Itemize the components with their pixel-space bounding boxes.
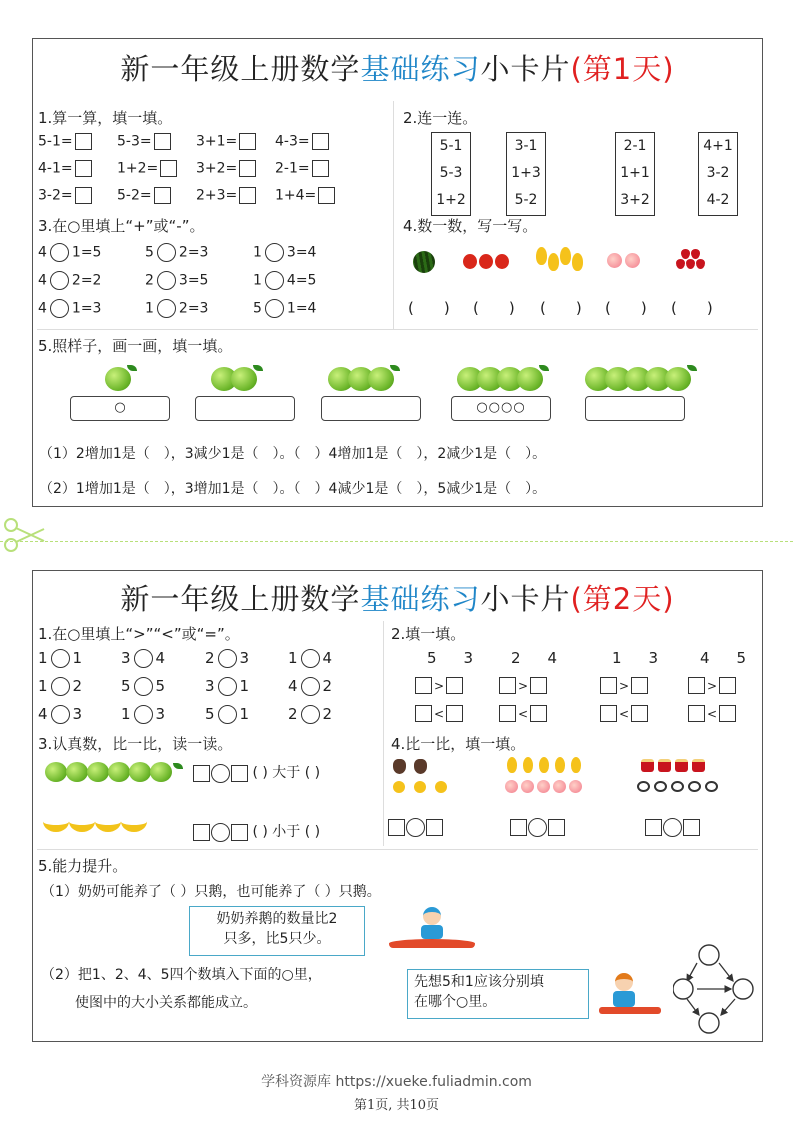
diagram-circle-bottom bbox=[699, 1013, 719, 1033]
operand: 1 bbox=[72, 649, 83, 667]
pear-icon bbox=[555, 757, 565, 773]
number-pair bbox=[427, 649, 474, 667]
strawberry-icon bbox=[681, 249, 690, 259]
number: 4 bbox=[700, 649, 711, 667]
sign-circle[interactable] bbox=[50, 243, 69, 262]
ability-q1: （1）奶奶可能养了（ ）只鹅，也可能养了（ ）只鹅。 bbox=[41, 884, 381, 900]
fill-box[interactable] bbox=[446, 677, 463, 694]
sign-circle[interactable] bbox=[157, 299, 176, 318]
diagram-circle-right bbox=[733, 979, 753, 999]
match-item[interactable]: 3-2 bbox=[706, 165, 730, 181]
banana-icon bbox=[43, 811, 69, 832]
fill-box[interactable] bbox=[446, 705, 463, 722]
match-column bbox=[506, 132, 546, 216]
answer-box[interactable] bbox=[239, 133, 256, 150]
operand: 1 bbox=[239, 677, 250, 695]
operand: 4 bbox=[288, 677, 298, 695]
day1-title: 新一年级上册数学基础练习小卡片(第1天) bbox=[120, 52, 675, 86]
answer-box[interactable] bbox=[321, 396, 421, 421]
leaf-icon bbox=[253, 365, 263, 371]
strawberry-icon bbox=[696, 259, 705, 269]
compare-circle[interactable] bbox=[134, 677, 153, 696]
diagram-circle-top bbox=[699, 945, 719, 965]
chick-icon bbox=[435, 781, 447, 793]
diagram-circle-left bbox=[673, 979, 693, 999]
equation bbox=[196, 160, 256, 177]
ability-q2-line2: 使图中的大小关系都能成立。 bbox=[75, 995, 257, 1011]
red-apple-icon bbox=[495, 254, 509, 269]
banana-icon bbox=[95, 811, 121, 832]
equation-text: 1+4= bbox=[275, 187, 317, 204]
fill-box[interactable] bbox=[530, 677, 547, 694]
equation bbox=[117, 133, 171, 150]
match-item[interactable]: 3+2 bbox=[620, 192, 650, 208]
match-item[interactable]: 1+2 bbox=[436, 192, 466, 208]
operand: 1=3 bbox=[71, 300, 102, 317]
pear-icon bbox=[536, 247, 547, 265]
peach-icon bbox=[521, 780, 534, 793]
green-apple-icon bbox=[87, 762, 109, 782]
fill-box[interactable] bbox=[415, 705, 432, 722]
operand: 3=5 bbox=[178, 272, 209, 289]
sign-circle[interactable] bbox=[265, 243, 284, 262]
sign-equation bbox=[145, 243, 208, 262]
green-apple-icon bbox=[45, 762, 67, 782]
answer-box[interactable] bbox=[154, 133, 171, 150]
match-item[interactable]: 4-2 bbox=[706, 192, 730, 208]
panda-icon bbox=[705, 781, 718, 792]
compare-item bbox=[205, 677, 249, 696]
sign-equation bbox=[253, 271, 316, 290]
compare-circle[interactable] bbox=[51, 649, 70, 668]
green-apple-icon bbox=[105, 367, 131, 391]
fill-box[interactable] bbox=[688, 705, 705, 722]
day2-card bbox=[32, 570, 763, 1042]
green-apple-icon bbox=[150, 762, 172, 782]
sign-circle[interactable] bbox=[50, 271, 69, 290]
pear-icon bbox=[572, 253, 583, 271]
answer-box[interactable] bbox=[239, 160, 256, 177]
divider-horizontal bbox=[37, 329, 758, 330]
section2-title: 2.填一填。 bbox=[391, 625, 466, 643]
operand: 4 bbox=[38, 705, 48, 723]
match-item[interactable]: 4+1 bbox=[703, 138, 733, 154]
bag-icon bbox=[641, 759, 654, 772]
fill-box[interactable] bbox=[631, 677, 648, 694]
divider-horizontal bbox=[37, 849, 758, 850]
pear-icon bbox=[548, 253, 559, 271]
operand: 3 bbox=[205, 677, 215, 695]
equation-text: 2-1= bbox=[275, 160, 310, 177]
answer-paren[interactable]: ( ) bbox=[473, 299, 515, 317]
operand: 1 bbox=[239, 705, 250, 723]
number: 5 bbox=[736, 649, 748, 667]
green-apple-icon bbox=[129, 762, 151, 782]
number: 3 bbox=[648, 649, 660, 667]
fill-row bbox=[415, 677, 463, 694]
sign-label: > bbox=[707, 678, 718, 693]
banana-icon bbox=[121, 811, 147, 832]
operand: 1 bbox=[253, 244, 262, 261]
compare-boxes bbox=[388, 818, 443, 837]
operand: 2 bbox=[322, 677, 333, 695]
section2-title: 2.连一连。 bbox=[403, 109, 478, 127]
operand: 1 bbox=[288, 649, 298, 667]
compare-item bbox=[288, 649, 332, 668]
leaf-icon bbox=[390, 365, 400, 371]
answer-box-example: ○ bbox=[70, 396, 170, 421]
match-column bbox=[431, 132, 471, 216]
compare-item bbox=[288, 677, 332, 696]
compare-circle[interactable] bbox=[218, 705, 237, 724]
peach-icon bbox=[505, 780, 518, 793]
answer-box-example: ○○○○ bbox=[451, 396, 551, 421]
answer-paren[interactable]: ( ) bbox=[605, 299, 647, 317]
fill-row bbox=[688, 677, 736, 694]
answer-box[interactable] bbox=[75, 133, 92, 150]
panda-icon bbox=[688, 781, 701, 792]
green-apple-icon bbox=[368, 367, 394, 391]
answer-box[interactable] bbox=[239, 187, 256, 204]
leaf-icon bbox=[173, 763, 183, 769]
fill-box[interactable] bbox=[719, 677, 736, 694]
pear-icon bbox=[560, 247, 571, 265]
answer-box[interactable] bbox=[312, 133, 329, 150]
operand: 2=2 bbox=[71, 272, 102, 289]
chick-icon bbox=[393, 781, 405, 793]
operand: 3 bbox=[239, 649, 250, 667]
sign-circle[interactable] bbox=[50, 299, 69, 318]
fill-box[interactable] bbox=[499, 677, 516, 694]
red-apple-icon bbox=[479, 254, 493, 269]
sign-label: > bbox=[518, 678, 529, 693]
operand: 1 bbox=[253, 272, 262, 289]
answer-paren[interactable]: ( ) bbox=[671, 299, 713, 317]
pear-icon bbox=[539, 757, 549, 773]
equation-text: 3+1= bbox=[196, 133, 238, 150]
operand: 3 bbox=[155, 705, 166, 723]
fill-box[interactable] bbox=[719, 705, 736, 722]
equation-text: 5-3= bbox=[117, 133, 152, 150]
equation bbox=[196, 133, 256, 150]
answer-box[interactable] bbox=[195, 396, 295, 421]
equation bbox=[275, 133, 329, 150]
operand: 1 bbox=[121, 705, 131, 723]
operand: 4 bbox=[38, 300, 47, 317]
answer-box[interactable] bbox=[318, 187, 335, 204]
leaf-icon bbox=[539, 365, 549, 371]
compare-boxes bbox=[510, 818, 565, 837]
fill-row bbox=[688, 705, 736, 722]
equation bbox=[275, 160, 329, 177]
sign-equation bbox=[38, 299, 101, 318]
answer-box[interactable] bbox=[312, 160, 329, 177]
sign-equation bbox=[38, 271, 101, 290]
compare-circle[interactable] bbox=[301, 677, 320, 696]
red-apple-icon bbox=[463, 254, 477, 269]
hint-bubble-2: 先想5和1应该分别填 在哪个○里。 bbox=[407, 969, 589, 1019]
match-item[interactable]: 5-3 bbox=[439, 165, 463, 181]
equation bbox=[196, 187, 256, 204]
match-item[interactable]: 1+1 bbox=[620, 165, 650, 181]
match-item[interactable]: 5-1 bbox=[439, 138, 463, 154]
owl-icon bbox=[393, 759, 406, 774]
sign-circle[interactable] bbox=[157, 271, 176, 290]
peach-icon bbox=[625, 253, 640, 268]
bag-icon bbox=[675, 759, 688, 772]
panda-icon bbox=[654, 781, 667, 792]
equation bbox=[117, 187, 171, 204]
sign-equation bbox=[38, 243, 101, 262]
divider-vertical bbox=[383, 621, 384, 846]
match-item[interactable]: 2-1 bbox=[623, 138, 647, 154]
fill-box[interactable] bbox=[415, 677, 432, 694]
operand: 5 bbox=[121, 677, 131, 695]
strawberry-icon bbox=[676, 259, 685, 269]
fill-box[interactable] bbox=[688, 677, 705, 694]
question-2: （2）1增加1是（ ），3增加1是（ ）。（ ）4减少1是（ ），5减少1是（ ）。 bbox=[39, 481, 547, 497]
green-apple-icon bbox=[108, 762, 130, 782]
operand: 2 bbox=[288, 705, 298, 723]
compare-boxes bbox=[645, 818, 700, 837]
fill-box[interactable] bbox=[600, 705, 617, 722]
answer-box[interactable] bbox=[160, 160, 177, 177]
answer-box[interactable] bbox=[154, 187, 171, 204]
operand: 5 bbox=[155, 677, 166, 695]
match-item[interactable]: 1+3 bbox=[511, 165, 541, 181]
number: 2 bbox=[511, 649, 522, 667]
equation-text: 5-1= bbox=[38, 133, 73, 150]
pear-icon bbox=[523, 757, 533, 773]
answer-box[interactable] bbox=[75, 160, 92, 177]
fill-row bbox=[600, 705, 648, 722]
green-apple-icon bbox=[517, 367, 543, 391]
sign-equation bbox=[253, 299, 316, 318]
sign-label: > bbox=[434, 678, 445, 693]
scissors-icon bbox=[2, 515, 48, 555]
operand: 4 bbox=[322, 649, 333, 667]
hint-bubble-1: 奶奶养鹅的数量比2 只多，比5只少。 bbox=[189, 906, 365, 956]
bag-icon bbox=[658, 759, 671, 772]
number-pair bbox=[700, 649, 747, 667]
equation-text: 4-1= bbox=[38, 160, 73, 177]
operand: 3 bbox=[72, 705, 83, 723]
match-column bbox=[615, 132, 655, 216]
operand: 2 bbox=[322, 705, 333, 723]
footer-source: 学科资源库 https://xueke.fuliadmin.com bbox=[261, 1074, 532, 1090]
equation bbox=[38, 160, 92, 177]
bag-icon bbox=[692, 759, 705, 772]
fill-row bbox=[600, 677, 648, 694]
divider-vertical bbox=[393, 101, 394, 329]
section1-title: 1.在○里填上“>”“<”或“=”。 bbox=[38, 625, 240, 643]
operand: 2 bbox=[72, 677, 83, 695]
operand: 2=3 bbox=[178, 300, 209, 317]
operand: 1=5 bbox=[71, 244, 102, 261]
owl-icon bbox=[414, 759, 427, 774]
compare-circle[interactable] bbox=[218, 649, 237, 668]
ability-q2-line1: （2）把1、2、4、5四个数填入下面的○里， bbox=[41, 967, 322, 983]
section4-title: 4.数一数，写一写。 bbox=[403, 217, 538, 235]
circle-diagram bbox=[673, 943, 759, 1035]
equation bbox=[275, 187, 335, 204]
panda-icon bbox=[637, 781, 650, 792]
equation-text: 5-2= bbox=[117, 187, 152, 204]
compare-item bbox=[288, 705, 332, 724]
section1-title: 1.算一算，填一填。 bbox=[38, 109, 173, 127]
compare-circle[interactable] bbox=[51, 705, 70, 724]
number: 4 bbox=[547, 649, 559, 667]
compare-item bbox=[121, 677, 165, 696]
compare-lt: ( ) 小于 ( ) bbox=[193, 821, 320, 842]
answer-paren[interactable]: ( ) bbox=[408, 299, 450, 317]
section5-title: 5.照样子，画一画，填一填。 bbox=[38, 337, 233, 355]
cut-line bbox=[0, 541, 793, 542]
green-apple-icon bbox=[66, 762, 88, 782]
compare-circle[interactable] bbox=[134, 705, 153, 724]
answer-paren[interactable]: ( ) bbox=[540, 299, 582, 317]
number: 5 bbox=[427, 649, 438, 667]
compare-circle[interactable] bbox=[134, 649, 153, 668]
fill-box[interactable] bbox=[600, 677, 617, 694]
section5-title: 5.能力提升。 bbox=[38, 857, 128, 875]
strawberry-icon bbox=[686, 259, 695, 269]
match-item[interactable]: 3-1 bbox=[514, 138, 538, 154]
banana-icon bbox=[69, 811, 95, 832]
answer-box[interactable] bbox=[585, 396, 685, 421]
strawberry-icon bbox=[691, 249, 700, 259]
sign-label: < bbox=[434, 706, 445, 721]
match-item[interactable]: 5-2 bbox=[514, 192, 538, 208]
chick-icon bbox=[414, 781, 426, 793]
equation-text: 2+3= bbox=[196, 187, 238, 204]
compare-circle[interactable] bbox=[301, 705, 320, 724]
number-pair bbox=[612, 649, 659, 667]
operand: 2 bbox=[205, 649, 215, 667]
sign-equation bbox=[145, 271, 208, 290]
panda-icon bbox=[671, 781, 684, 792]
equation-text: 3+2= bbox=[196, 160, 238, 177]
operand: 4 bbox=[38, 244, 47, 261]
equation-text: 4-3= bbox=[275, 133, 310, 150]
compare-item bbox=[205, 705, 249, 724]
match-column bbox=[698, 132, 738, 216]
sign-equation bbox=[145, 299, 208, 318]
operand: 4 bbox=[155, 649, 166, 667]
compare-item bbox=[205, 649, 249, 668]
leaf-icon bbox=[127, 365, 137, 371]
operand: 2=3 bbox=[178, 244, 209, 261]
operand: 4=5 bbox=[286, 272, 317, 289]
equation bbox=[117, 160, 177, 177]
green-apple-icon bbox=[231, 367, 257, 391]
sign-equation bbox=[253, 243, 316, 262]
compare-item bbox=[121, 649, 165, 668]
day2-title: 新一年级上册数学基础练习小卡片(第2天) bbox=[120, 582, 675, 616]
compare-item bbox=[38, 705, 82, 724]
sign-circle[interactable] bbox=[265, 299, 284, 318]
operand: 5 bbox=[205, 705, 215, 723]
operand: 5 bbox=[145, 244, 154, 261]
compare-circle[interactable] bbox=[51, 677, 70, 696]
compare-circle[interactable] bbox=[301, 649, 320, 668]
sign-label: < bbox=[619, 706, 630, 721]
fill-row bbox=[499, 705, 547, 722]
pear-icon bbox=[507, 757, 517, 773]
number: 1 bbox=[612, 649, 623, 667]
footer-page: 第1页, 共10页 bbox=[353, 1098, 440, 1113]
equation bbox=[38, 187, 92, 204]
fill-row bbox=[415, 705, 463, 722]
watermelon-icon bbox=[413, 251, 435, 273]
sign-label: < bbox=[707, 706, 718, 721]
compare-gt: ( ) 大于 ( ) bbox=[193, 762, 320, 783]
question-1: （1）2增加1是（ ），3减少1是（ ）。（ ）4增加1是（ ），2减少1是（ ）。 bbox=[39, 446, 547, 462]
leaf-icon bbox=[687, 365, 697, 371]
section3-title: 3.认真数，比一比，读一读。 bbox=[38, 735, 233, 753]
operand: 5 bbox=[253, 300, 262, 317]
number-pair bbox=[511, 649, 558, 667]
section4-title: 4.比一比，填一填。 bbox=[391, 735, 526, 753]
compare-item bbox=[38, 649, 82, 668]
peach-icon bbox=[537, 780, 550, 793]
operand: 1=4 bbox=[286, 300, 317, 317]
equation bbox=[38, 133, 92, 150]
operand: 3=4 bbox=[286, 244, 317, 261]
operand: 1 bbox=[145, 300, 154, 317]
equation-text: 3-2= bbox=[38, 187, 73, 204]
green-apple-icon bbox=[665, 367, 691, 391]
compare-circle[interactable] bbox=[218, 677, 237, 696]
peach-icon bbox=[607, 253, 622, 268]
fill-box[interactable] bbox=[631, 705, 648, 722]
sign-circle[interactable] bbox=[265, 271, 284, 290]
pear-icon bbox=[571, 757, 581, 773]
sign-label: < bbox=[518, 706, 529, 721]
operand: 3 bbox=[121, 649, 131, 667]
operand: 1 bbox=[38, 649, 48, 667]
sign-label: > bbox=[619, 678, 630, 693]
sign-circle[interactable] bbox=[157, 243, 176, 262]
fill-box[interactable] bbox=[499, 705, 516, 722]
equation-text: 1+2= bbox=[117, 160, 159, 177]
section3-title: 3.在○里填上“+”或“-”。 bbox=[38, 217, 205, 235]
compare-item bbox=[121, 705, 165, 724]
peach-icon bbox=[553, 780, 566, 793]
operand: 1 bbox=[38, 677, 48, 695]
compare-item bbox=[38, 677, 82, 696]
operand: 4 bbox=[38, 272, 47, 289]
operand: 2 bbox=[145, 272, 154, 289]
number: 3 bbox=[463, 649, 475, 667]
fill-row bbox=[499, 677, 547, 694]
day1-card bbox=[32, 38, 763, 507]
answer-box[interactable] bbox=[75, 187, 92, 204]
peach-icon bbox=[569, 780, 582, 793]
fill-box[interactable] bbox=[530, 705, 547, 722]
